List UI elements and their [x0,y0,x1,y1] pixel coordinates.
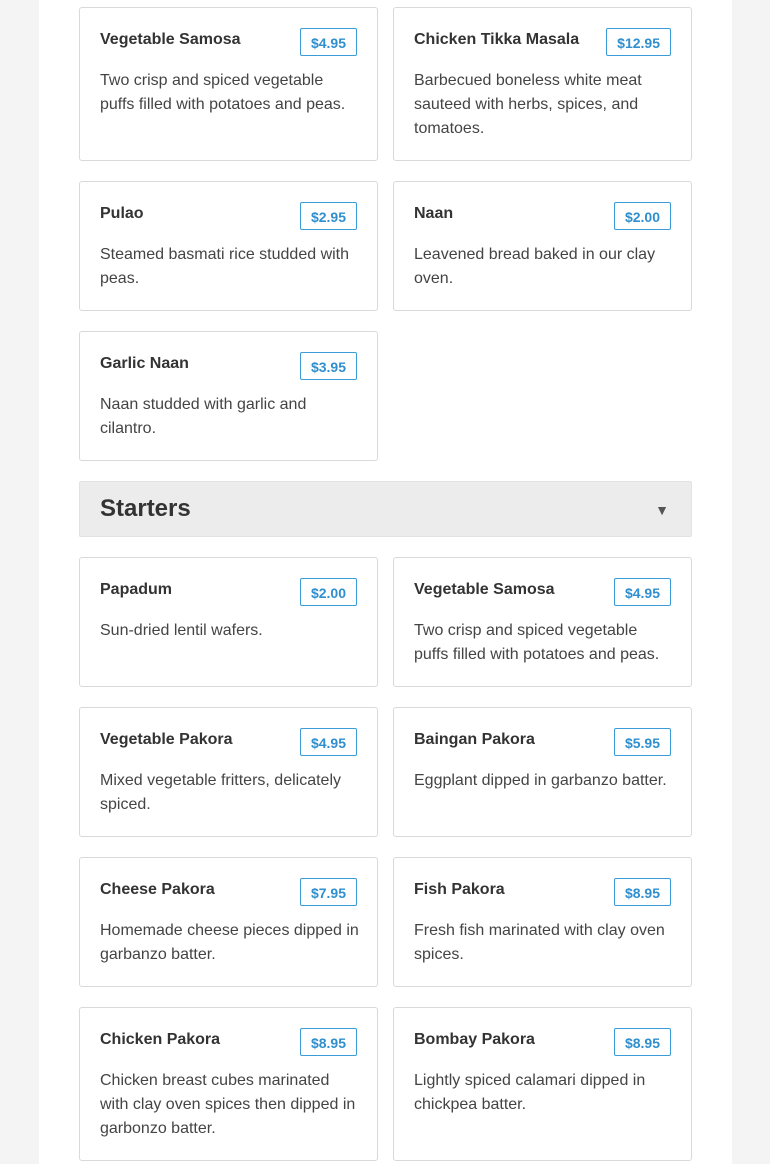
section-header-starters[interactable] [79,481,692,537]
chevron-down-icon[interactable]: ▼ [655,502,669,518]
item-price-badge: $4.95 [300,728,357,756]
item-description: Eggplant dipped in garbanzo batter. [414,772,667,789]
item-name: Cheese Pakora [100,881,215,898]
menu-item-card[interactable] [393,7,692,161]
menu-item-card[interactable] [393,557,692,687]
item-name: Naan [414,205,454,222]
item-description: Barbecued boneless white meat sauteed with herbs, spices, and tomatoes. [414,72,642,137]
item-name: Vegetable Samosa [100,31,241,48]
menu-item-card[interactable] [79,331,378,461]
item-description: Homemade cheese pieces dipped in garbanzo batter. [100,922,359,963]
item-price-badge: $8.95 [300,1028,357,1056]
item-name: Fish Pakora [414,881,505,898]
item-name: Garlic Naan [100,355,189,372]
item-description: Fresh fish marinated with clay oven spices. [414,922,665,963]
item-price-badge: $2.95 [300,202,357,230]
item-name: Bombay Pakora [414,1031,535,1048]
item-name: Papadum [100,581,173,598]
item-name: Chicken Pakora [100,1031,221,1048]
item-description: Two crisp and spiced vegetable puffs filled with potatoes and peas. [100,72,346,113]
item-price-badge: $12.95 [606,28,671,56]
item-price-badge: $4.95 [300,28,357,56]
menu-item-card[interactable] [79,7,378,161]
item-description: Two crisp and spiced vegetable puffs filled with potatoes and peas. [414,622,660,663]
menu-item-card[interactable] [79,557,378,687]
item-description: Mixed vegetable fritters, delicately spiced. [100,772,341,813]
item-description: Naan studded with garlic and cilantro. [100,396,307,437]
item-name: Vegetable Pakora [100,731,233,748]
item-price-badge: $5.95 [614,728,671,756]
item-price-badge: $2.00 [614,202,671,230]
section-title: Starters [100,495,191,522]
item-name: Baingan Pakora [414,731,535,748]
menu-item-card[interactable] [79,1007,378,1161]
menu-item-card[interactable] [393,707,692,837]
item-name: Chicken Tikka Masala [414,31,580,48]
item-name: Pulao [100,205,144,222]
item-description: Leavened bread baked in our clay oven. [414,246,656,287]
item-price-badge: $3.95 [300,352,357,380]
menu-item-card[interactable] [393,181,692,311]
item-price-badge: $4.95 [614,578,671,606]
menu-item-card[interactable] [79,857,378,987]
item-price-badge: $8.95 [614,878,671,906]
menu-item-card[interactable] [79,181,378,311]
item-price-badge: $7.95 [300,878,357,906]
item-description: Lightly spiced calamari dipped in chickpea batter. [414,1072,646,1113]
item-description: Steamed basmati rice studded with peas. [100,246,350,287]
item-description: Sun-dried lentil wafers. [100,622,263,639]
item-description: Chicken breast cubes marinated with clay oven spices then dipped in garbonzo batter. [100,1072,356,1137]
item-price-badge: $2.00 [300,578,357,606]
item-price-badge: $8.95 [614,1028,671,1056]
menu-item-card[interactable] [393,857,692,987]
menu-item-card[interactable] [79,707,378,837]
item-name: Vegetable Samosa [414,581,555,598]
menu-item-card[interactable] [393,1007,692,1161]
